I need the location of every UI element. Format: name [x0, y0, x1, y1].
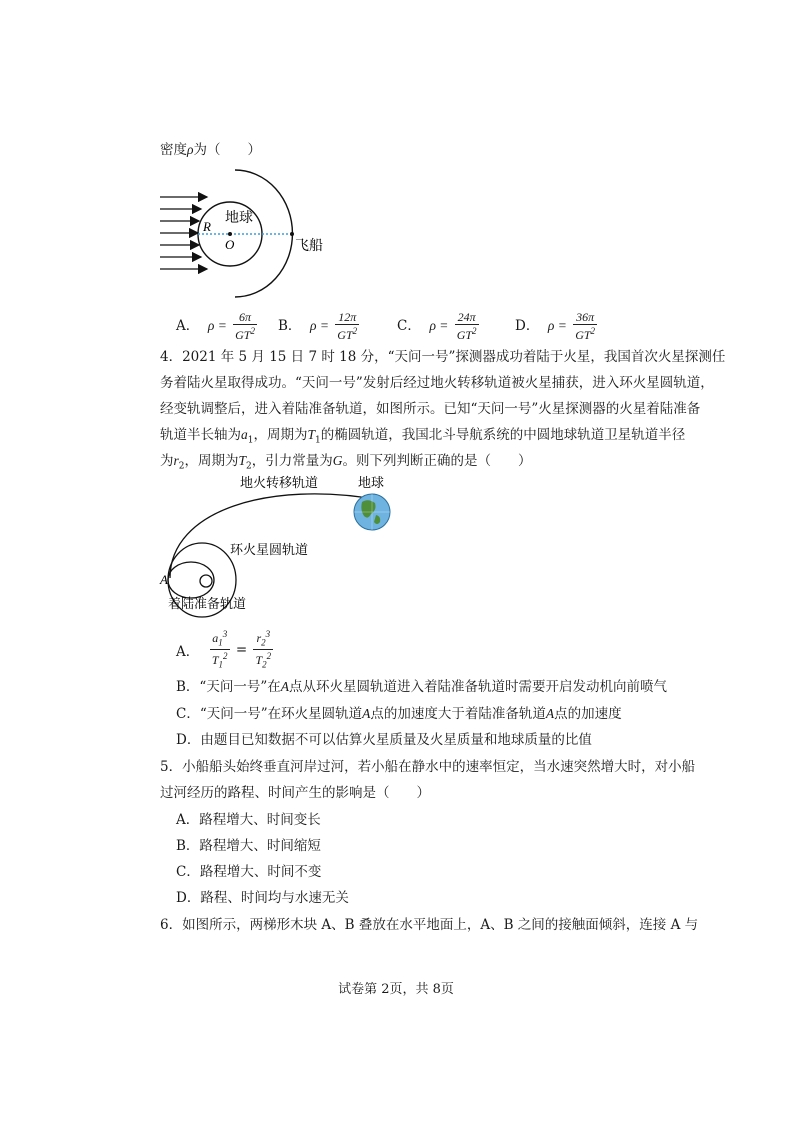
label-transfer-orbit: 地火转移轨道	[240, 476, 319, 491]
q5-line-2: 过河经历的路程、时间产生的影响是（ ）	[160, 785, 430, 801]
q4-line-4: 轨道半长轴为$a_1$，周期为$T_1$的椭圆轨道，我国北斗导航系统的中圆地球轨道卫星轨道半径	[160, 427, 686, 446]
q3-option-c: C． ρ = $\frac{24\pi}{GT^2}$	[397, 310, 477, 342]
label-earth: 地球	[225, 210, 253, 226]
q3-stem: 密度ρ为（ ）	[160, 142, 261, 158]
q5-option-a: A．路程增大、时间变长	[176, 812, 321, 828]
q3-option-b: B． ρ = $\frac{12\pi}{GT^2}$	[278, 310, 358, 342]
label-O: O	[225, 237, 235, 252]
label-R: R	[203, 219, 211, 234]
q4-line-5: 为$r_2$，周期为$T_2$，引力常量为G。则下列判断正确的是（ ）	[160, 453, 532, 472]
landing-orbit	[168, 562, 214, 598]
label-landing-orbit: 着陆准备轨道	[168, 597, 247, 612]
earth-globe-icon	[354, 494, 390, 530]
q5-option-c: C．路程增大、时间不变	[176, 864, 322, 880]
q4-option-b: B．“天问一号”在A点从环火星圆轨道进入着陆准备轨道时需要开启发动机向前喷气	[176, 679, 667, 695]
page-footer: 试卷第 2页，共 8页	[338, 982, 454, 997]
q5-option-d: D．路程、时间均与水速无关	[176, 890, 349, 906]
q6-line-1: 6．如图所示，两梯形木块 A、B 叠放在水平地面上，A、B 之间的接触面倾斜，连接 A 与	[160, 917, 699, 933]
label-ship: 飞船	[295, 238, 323, 254]
label-circular-orbit: 环火星圆轨道	[230, 543, 309, 558]
q4-figure	[150, 470, 410, 620]
center-point	[228, 232, 232, 236]
q3-option-a: A． ρ = $\frac{6\pi}{GT^2}$	[176, 310, 255, 342]
q5-line-1: 5．小船船头始终垂直河岸过河，若小船在静水中的速率恒定，当水速突然增大时，对小船	[160, 759, 696, 775]
q4-option-a: A． $\frac{a_1^3}{T_1^2}$ = $\frac{r_2^3}{T_2^2}$	[176, 629, 272, 670]
label-earth: 地球	[358, 476, 385, 491]
transfer-orbit	[170, 494, 380, 578]
label-A: A	[160, 572, 168, 587]
q5-option-b: B．路程增大、时间缩短	[176, 838, 321, 854]
q3-figure	[155, 165, 355, 305]
ship-point	[290, 232, 294, 236]
q4-line-2: 务着陆火星取得成功。“天问一号”发射后经过地火转移轨道被火星捕获，进入环火星圆轨道，	[160, 375, 714, 391]
q4-option-c: C．“天问一号”在环火星圆轨道A点的加速度大于着陆准备轨道A点的加速度	[176, 706, 622, 722]
q4-line-3: 经变轨调整后，进入着陆准备轨道，如图所示。已知“天问一号”火星探测器的火星着陆准备	[160, 401, 701, 417]
q3-option-d: D． ρ = $\frac{36\pi}{GT^2}$	[515, 310, 596, 342]
q4-option-d: D．由题目已知数据不可以估算火星质量及火星质量和地球质量的比值	[176, 732, 592, 748]
mars	[200, 575, 212, 587]
sunlight-arrows	[160, 197, 207, 269]
q4-line-1: 4．2021 年 5 月 15 日 7 时 18 分，“天问一号”探测器成功着陆于火星，我国首次火星探测任	[160, 349, 726, 365]
